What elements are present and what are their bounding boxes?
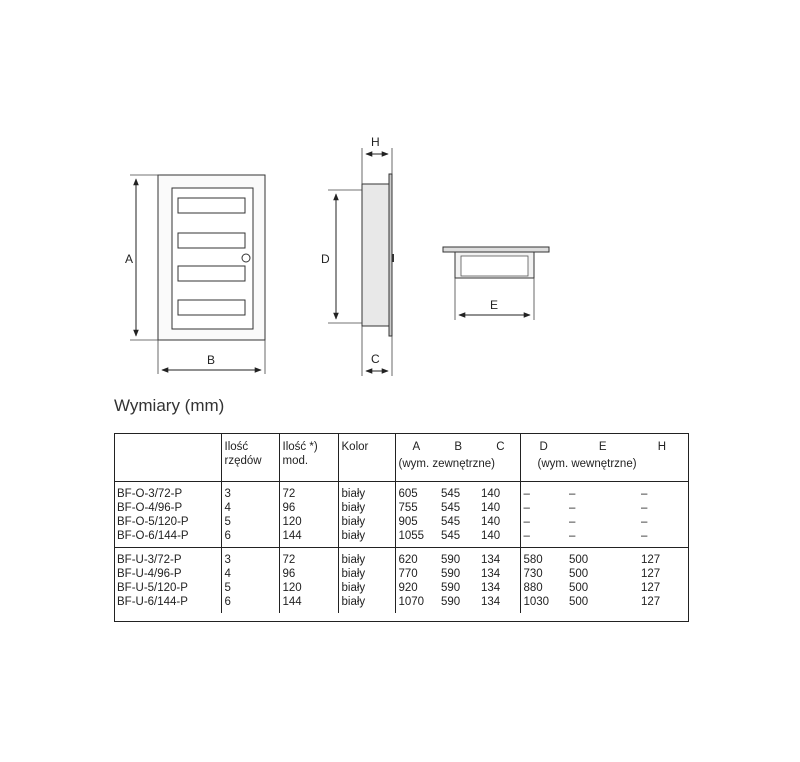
header-internal-note: (wym. wewnętrzne) [537,458,637,470]
dim-d-value: 1030 [523,596,550,608]
dim-d-value: 880 [523,582,543,594]
table-row-group-bf-o [114,482,689,548]
rows-count: 4 [224,568,231,580]
mod-count: 72 [282,554,296,566]
dimensions-table [114,433,689,613]
dim-c-value: 134 [481,596,501,608]
color-value: biały [341,596,366,608]
header-h: H [657,441,667,453]
model-name: BF-U-6/144-P [117,596,188,608]
dim-h-value: 127 [641,568,661,580]
dim-b-value: 590 [441,554,461,566]
dim-a-value: 605 [398,488,418,500]
dim-c-value: 134 [481,568,501,580]
dim-h-value: – [641,488,648,500]
dim-h-value: – [641,530,648,542]
dim-b-value: 590 [441,568,461,580]
dim-a-value: 920 [398,582,418,594]
dim-e-value: 500 [569,582,589,594]
dim-e-value: 500 [569,554,589,566]
dim-e-value: 500 [569,568,589,580]
dimension-d-label: D [321,252,330,266]
dim-h-value: 127 [641,582,661,594]
top-flange [443,247,549,252]
door-lock-icon [242,254,250,262]
dim-c-value: 140 [481,502,501,514]
dim-a-value: 620 [398,554,418,566]
color-value: biały [341,516,366,528]
color-value: biały [341,530,366,542]
side-view [321,135,394,376]
rows-count: 6 [224,596,231,608]
dim-c-value: 140 [481,530,501,542]
dim-e-value: – [569,530,576,542]
header-a: A [412,441,421,453]
dim-a-value: 770 [398,568,418,580]
mod-count: 120 [282,582,302,594]
din-rail-row-2 [178,233,245,248]
rows-count: 3 [224,554,231,566]
rows-count: 4 [224,502,231,514]
dim-b-value: 545 [441,502,461,514]
dim-e-value: – [569,516,576,528]
model-name: BF-U-3/72-P [117,554,182,566]
model-name: BF-O-5/120-P [117,516,189,528]
dimension-h-label: H [371,135,380,149]
dimension-e-label: E [490,298,499,312]
dim-a-value: 1070 [398,596,425,608]
dim-b-value: 545 [441,488,461,500]
din-rail-row-1 [178,198,245,213]
header-d: D [539,441,548,453]
header-e: E [598,441,607,453]
header-ilosc-mod-line1: Ilość *) [282,441,318,453]
mod-count: 120 [282,516,302,528]
model-name: BF-U-4/96-P [117,568,182,580]
dim-c-value: 140 [481,488,501,500]
dim-a-value: 755 [398,502,418,514]
model-name: BF-O-4/96-P [117,502,183,514]
section-title: Wymiary (mm) [114,396,225,415]
din-rail-row-3 [178,266,245,281]
model-name: BF-O-3/72-P [117,488,183,500]
dim-c-value: 134 [481,582,501,594]
dim-h-value: – [641,502,648,514]
dim-b-value: 545 [441,530,461,542]
dim-h-value: 127 [641,596,661,608]
header-external-note: (wym. zewnętrzne) [398,458,495,470]
dim-b-value: 590 [441,582,461,594]
dim-b-value: 545 [441,516,461,528]
dim-d-value: 580 [523,554,543,566]
front-view [125,175,265,374]
rows-count: 6 [224,530,231,542]
dimension-a-label: A [125,252,134,266]
dimension-c-label: C [371,352,380,366]
header-b: B [454,441,463,453]
dim-e-value: 500 [569,596,589,608]
mod-count: 96 [282,502,296,514]
color-value: biały [341,568,366,580]
header-c: C [496,441,505,453]
color-value: biały [341,554,366,566]
rows-count: 5 [224,516,231,528]
header-kolor: Kolor [341,441,369,453]
header-ilosc-mod-line2: mod. [282,455,309,467]
mod-count: 72 [282,488,296,500]
dim-d-value: 730 [523,568,543,580]
model-name: BF-O-6/144-P [117,530,189,542]
model-name: BF-U-5/120-P [117,582,188,594]
mod-count: 96 [282,568,296,580]
dim-h-value: 127 [641,554,661,566]
dim-d-value: – [523,502,530,514]
dim-h-value: – [641,516,648,528]
dim-e-value: – [569,502,576,514]
dim-b-value: 590 [441,596,461,608]
dim-d-value: – [523,488,530,500]
mod-count: 144 [282,530,302,542]
top-view [443,247,549,320]
color-value: biały [341,488,366,500]
din-rail-row-4 [178,300,245,315]
side-flange [389,174,392,336]
dim-d-value: – [523,516,530,528]
dim-c-value: 134 [481,554,501,566]
dimension-b-label: B [207,353,216,367]
table-row-group-bf-u [114,548,689,614]
rows-count: 3 [224,488,231,500]
header-ilosc-rzedow-line1: Ilość [224,441,249,453]
rows-count: 5 [224,582,231,594]
dim-a-value: 905 [398,516,418,528]
color-value: biały [341,502,366,514]
dim-d-value: – [523,530,530,542]
side-body [362,184,389,326]
dim-a-value: 1055 [398,530,425,542]
header-ilosc-rzedow-line2: rzędów [224,455,262,467]
dim-c-value: 140 [481,516,501,528]
mod-count: 144 [282,596,302,608]
table-header-row [114,433,689,482]
color-value: biały [341,582,366,594]
dim-e-value: – [569,488,576,500]
